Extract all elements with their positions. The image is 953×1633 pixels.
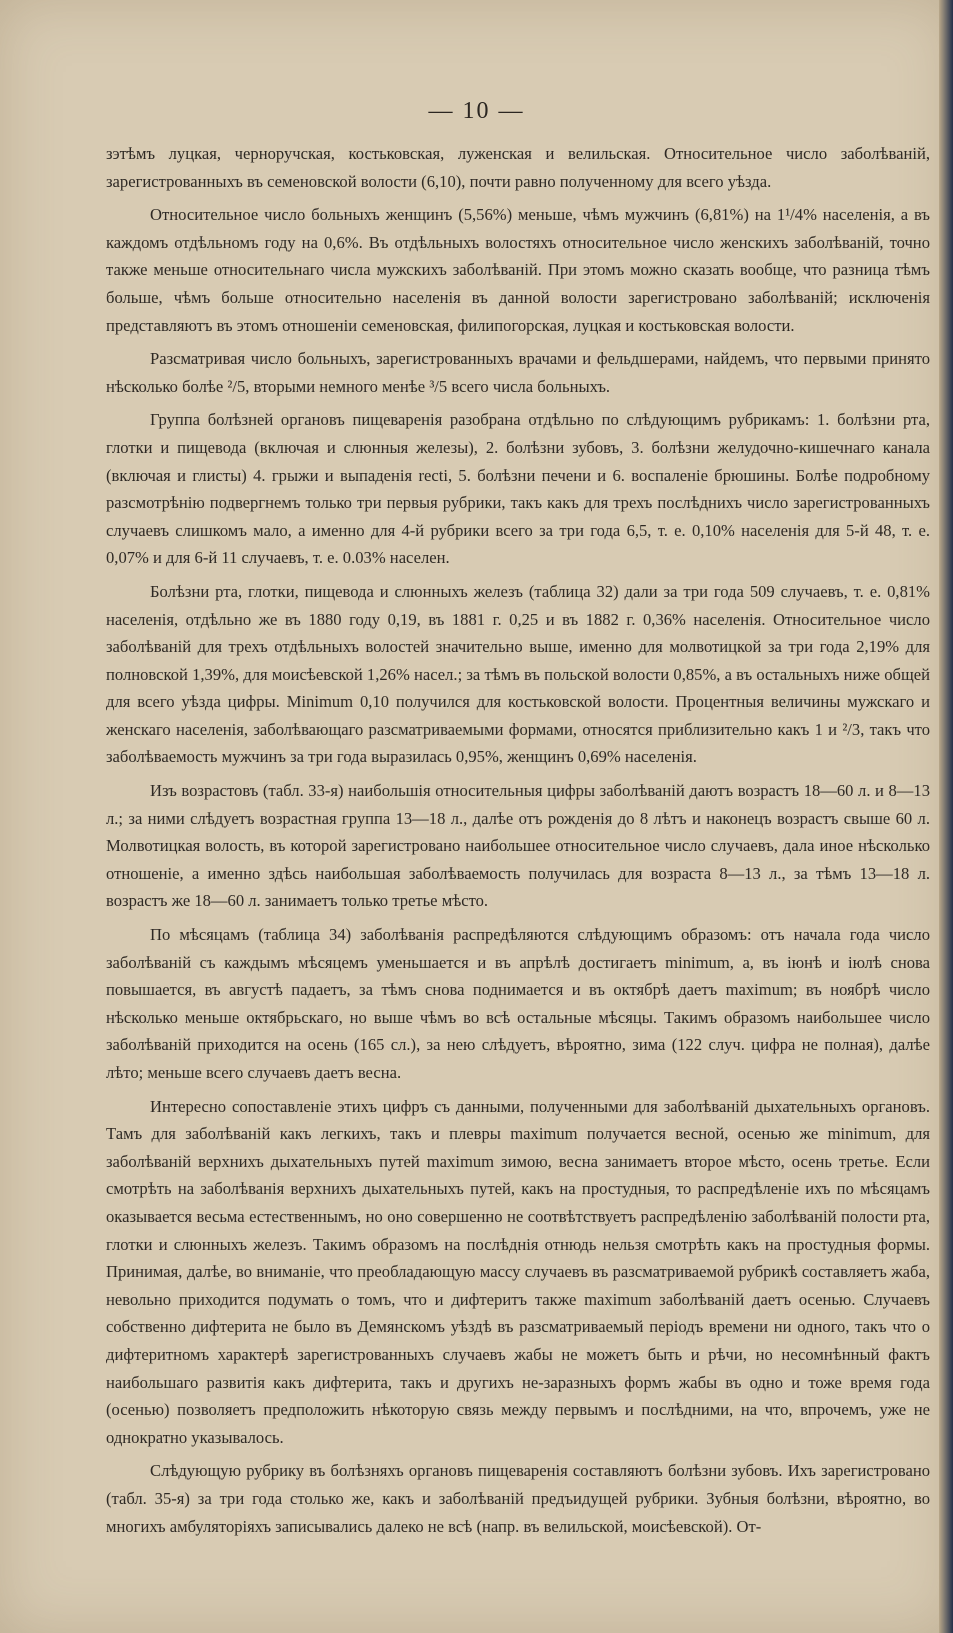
paragraph: Слѣдующую рубрику въ болѣзняхъ органовъ пищеваренія составляютъ болѣзни зубовъ. Ихъ зарегистровано (табл. 35-я) за три года столько же, какъ и заболѣваній предъидущей рубрики. Зубныя болѣзни, вѣроятно, во многихъ амбуляторіяхъ записывались далеко не всѣ (напр. въ велильской, моисѣевской). От- (106, 1461, 930, 1536)
paragraph: зэтѣмъ луцкая, черноручская, костьковская, луженская и велильская. Относительное число заболѣваній, зарегистрованныхъ въ семеновской волости (6,10), почти равно полученному для всего уѣзда. (106, 144, 930, 191)
paragraph: Изъ возрастовъ (табл. 33-я) наибольшія относительныя цифры заболѣваній даютъ возрастъ 18—60 л. и 8—13 л.; за ними слѣдуетъ возрастная группа 13—18 л., далѣе отъ рожденія до 8 лѣтъ и наконецъ возрастъ свыше 60 л. Молвотицкая волость, въ которой зарегистровано наибольшее относительное число случаевъ, дала иное нѣсколько отношеніе, а именно здѣсь наибольшая заболѣваемость получилась для возраста 8—13 л., за тѣмъ 13—18 л. возрастъ же 18—60 л. занимаетъ только третье мѣсто. (106, 781, 930, 911)
paragraph: Интересно сопоставленіе этихъ цифръ съ данными, полученными для заболѣваній дыхательныхъ органовъ. Тамъ для заболѣваній какъ легкихъ, такъ и плевры maximum получается весной, осенью же minimum, для заболѣваній верхнихъ дыхательныхъ путей maximum зимою, весна занимаетъ второе мѣсто, осень третье. Если смотрѣть на заболѣванія верхнихъ дыхательныхъ путей, какъ на простудныя, то распредѣленіе ихъ по мѣсяцамъ оказывается весьма естественнымъ, но оно совершенно не соотвѣтствуетъ распредѣленію заболѣваній полости рта, глотки и слюнныхъ железъ. Такимъ образомъ на послѣднія отнюдь нельзя смотрѣть какъ на простудныя формы. Принимая, далѣе, во вниманіе, что преобладающую массу случаевъ въ разсматриваемой рубрикѣ составляетъ жаба, невольно приходится подумать о томъ, что и дифтеритъ также maximum заболѣваній даетъ осенью. Случаевъ собственно дифтерита не было въ Демянскомъ уѣздѣ въ разсматриваемый періодъ времени ни одного, такъ что о дифтеритномъ характерѣ зарегистрованныхъ случаевъ жабы не можетъ быть и рѣчи, но несомнѣнный фактъ наибольшаго развитія какъ дифтерита, такъ и другихъ не-заразныхъ формъ жабы въ одно и тоже время года (осенью) позволяетъ предположить нѣкоторую связь между первымъ и послѣдними, на что, впрочемъ, уже не однократно указывалось. (106, 1096, 930, 1447)
page-edge (939, 0, 953, 1633)
paragraph: Болѣзни рта, глотки, пищевода и слюнныхъ железъ (таблица 32) дали за три года 509 случаевъ, т. е. 0,81% населенія, отдѣльно же въ 1880 году 0,19, въ 1881 г. 0,25 и въ 1882 г. 0,36% населенія. Относительное число заболѣваній для трехъ отдѣльныхъ волостей значительно выше, именно для молвотицкой за три года 2,19% для полновской 1,39%, для моисѣевской 1,26% насел.; за тѣмъ въ польской волости 0,85%, а въ остальныхъ ниже общей для всего уѣзда цифры. Minimum 0,10 получился для костьковской волости. Процентныя величины мужскаго и женскаго населенія, заболѣвающаго разсматриваемыми формами, относятся приблизительно какъ 1 и ²/3, такъ что заболѣваемость мужчинъ за три года выразилась 0,95%, женщинъ 0,69% населенія. (106, 581, 930, 767)
body-text (106, 140, 930, 1546)
paragraph: Относительное число больныхъ женщинъ (5,56%) меньше, чѣмъ мужчинъ (6,81%) на 1¹/4% населенія, а въ каждомъ отдѣльномъ году на 0,6%. Въ отдѣльныхъ волостяхъ относительное число женскихъ заболѣваній, точно также меньше относительнаго числа мужскихъ заболѣваній. При этомъ можно сказать вообще, что разница тѣмъ больше, чѣмъ больше относительно населенія въ данной волости зарегистровано заболѣваній; исключенія представляютъ въ этомъ отношеніи семеновская, филипогорская, луцкая и костьковская волости. (106, 205, 930, 335)
paragraph: Группа болѣзней органовъ пищеваренія разобрана отдѣльно по слѣдующимъ рубрикамъ: 1. болѣзни рта, глотки и пищевода (включая и слюнныя железы), 2. болѣзни зубовъ, 3. болѣзни желудочно-кишечнаго канала (включая и глисты) 4. грыжи и выпаденія recti, 5. болѣзни печени и 6. воспаленіе брюшины. Болѣе подробному разсмотрѣнію подвергнемъ только три первыя рубрики, такъ какъ для трехъ послѣднихъ число зарегистрованныхъ случаевъ слишкомъ мало, а именно для 4-й рубрики всего за три года 6,5, т. е. 0,10% населенія для 5-й 48, т. е. 0,07% и для 6-й 11 случаевъ, т. е. 0.03% населен. (106, 410, 930, 568)
page-number: — 10 — (428, 98, 525, 124)
paragraph: По мѣсяцамъ (таблица 34) заболѣванія распредѣляются слѣдующимъ образомъ: отъ начала года число заболѣваній съ каждымъ мѣсяцемъ уменьшается и въ апрѣлѣ достигаетъ minimum, а, въ іюнѣ и іюлѣ снова повышается, въ августѣ падаетъ, за тѣмъ снова поднимается и въ октябрѣ даетъ maximum; въ ноябрѣ число нѣсколько меньше октябрьскаго, но выше чѣмъ во всѣ остальные мѣсяцы. Такимъ образомъ наибольшее число заболѣваній приходится на осень (165 сл.), за нею слѣдуетъ, вѣроятно, зима (122 случ. цифра не полная), далѣе лѣто; меньше всего случаевъ даетъ весна. (106, 925, 930, 1082)
paragraph: Разсматривая число больныхъ, зарегистрованныхъ врачами и фельдшерами, найдемъ, что первыми принято нѣсколько болѣе ²/5, вторыми немного менѣе ³/5 всего числа больныхъ. (106, 349, 930, 396)
